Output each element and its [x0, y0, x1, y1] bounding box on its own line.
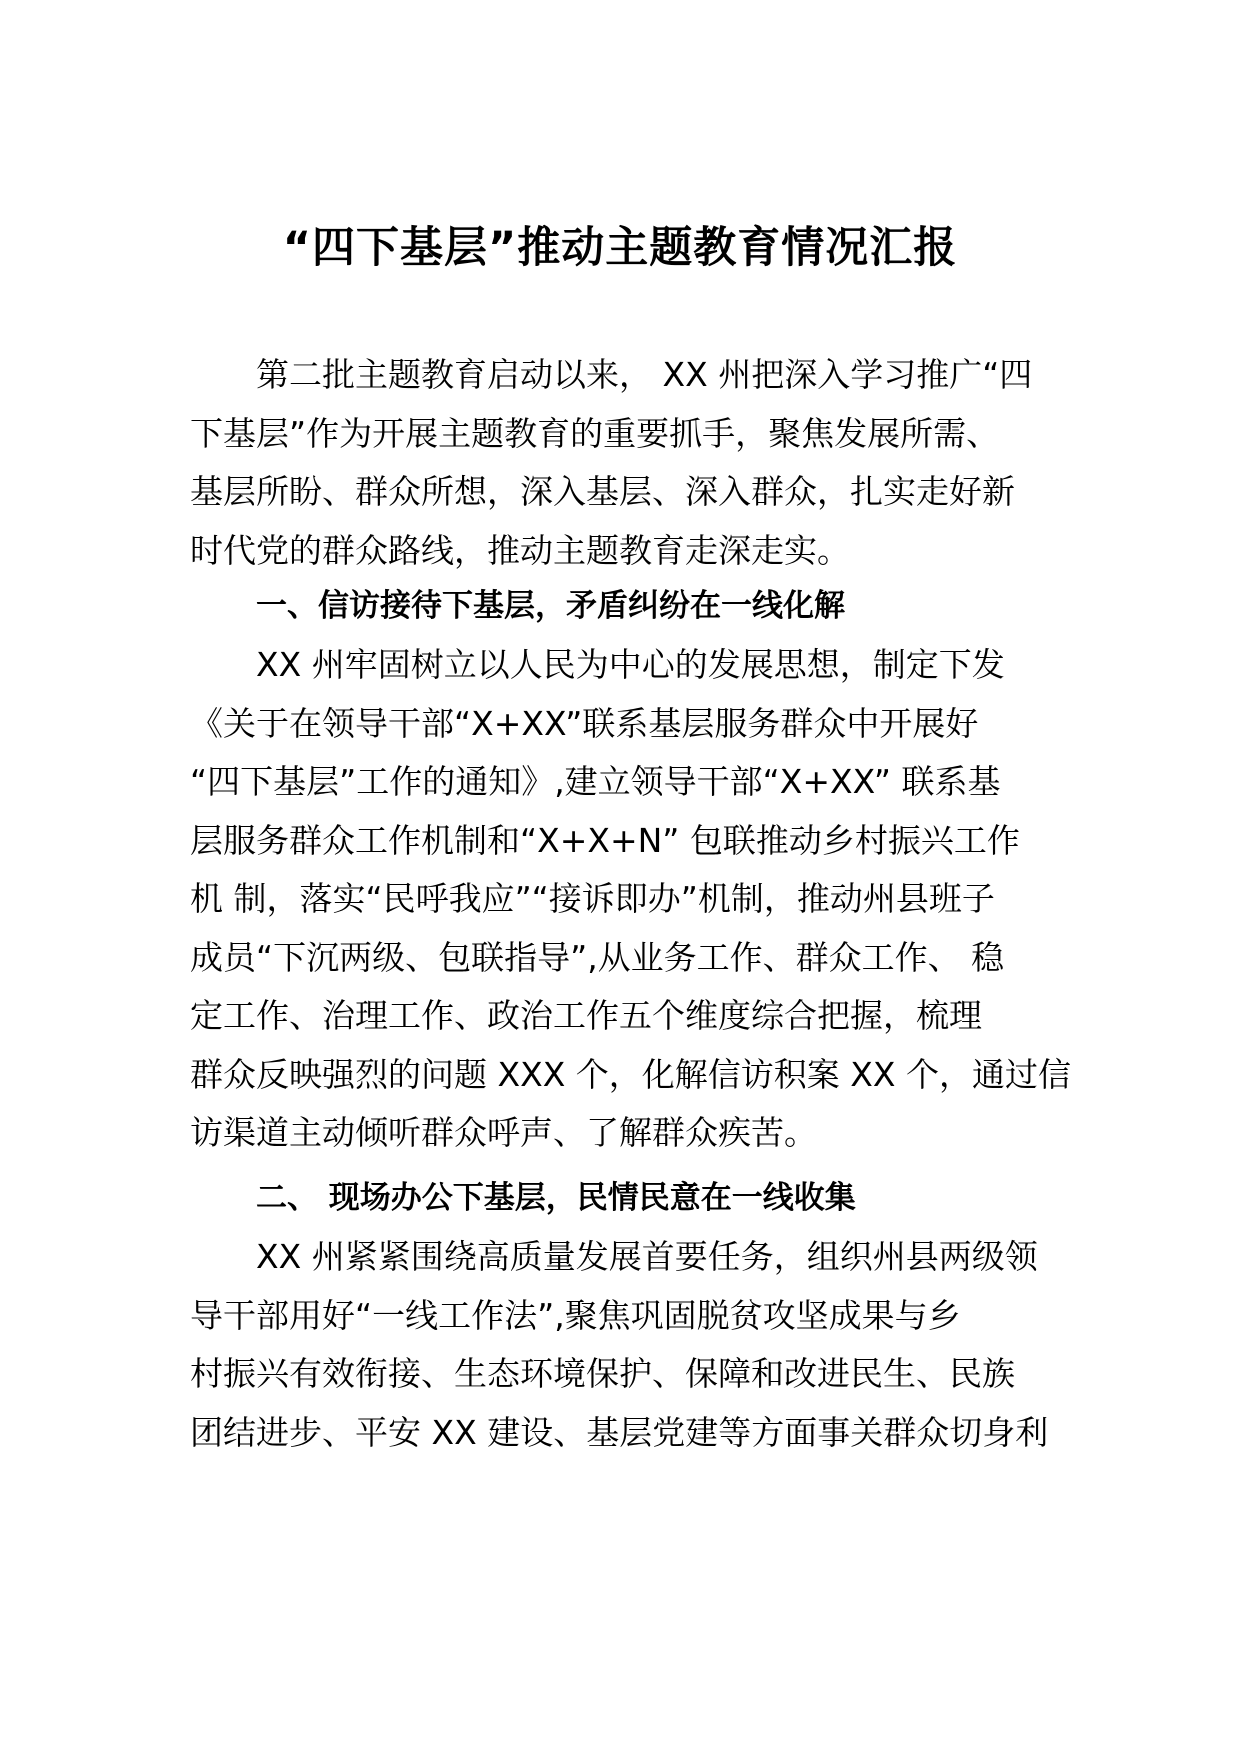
- text-line: 层服务群众工作机制和“X+X+N” 包联推动乡村振兴工作: [190, 820, 1020, 860]
- paragraph-intro: [190, 346, 1060, 580]
- text-line: XX 州牢固树立以人民为中心的发展思想，制定下发: [190, 645, 1005, 684]
- text-line: 群众反映强烈的问题 XXX 个，化解信访积案 XX 个，通过信: [190, 1054, 1071, 1094]
- text-line: “四下基层”工作的通知》,建立领导干部“X+XX” 联系基: [190, 762, 1001, 801]
- text-line: 基层所盼、群众所想，深入基层、深入群众，扎实走好新: [190, 472, 1015, 511]
- text-line: 村振兴有效衔接、生态环境保护、保障和改进民生、民族: [190, 1354, 1015, 1393]
- text-line: XX 州紧紧围绕高质量发展首要任务，组织州县两级领: [190, 1237, 1038, 1276]
- section-heading-1: 一、信访接待下基层，矛盾纠纷在一线化解: [256, 588, 845, 624]
- text-line: 机 制，落实“民呼我应”“接诉即办”机制，推动州县班子: [190, 879, 995, 918]
- section-heading-2: 二、 现场办公下基层，民情民意在一线收集: [256, 1180, 856, 1216]
- document-title: “四下基层”推动主题教育情况汇报: [282, 223, 958, 273]
- paragraph-petition: [190, 636, 1071, 1163]
- text-line: 时代党的群众路线，推动主题教育走深走实。: [190, 530, 850, 570]
- text-line: 团结进步、平安 XX 建设、基层党建等方面事关群众切身利: [190, 1412, 1049, 1452]
- text-line: 《关于在领导干部“X+XX”联系基层服务群众中开展好: [190, 703, 979, 743]
- text-line: 定工作、治理工作、政治工作五个维度综合把握，梳理: [190, 996, 982, 1035]
- text-line: 导干部用好“一线工作法”,聚焦巩固脱贫攻坚成果与乡: [190, 1295, 961, 1335]
- paragraph-onsite-office: [190, 1228, 1060, 1462]
- text-line: 成员“下沉两级、包联指导”,从业务工作、群众工作、 稳: [190, 937, 1005, 977]
- text-line: 访渠道主动倾听群众呼声、了解群众疾苦。: [190, 1113, 817, 1152]
- text-line: 下基层”作为开展主题教育的重要抓手，聚焦发展所需、: [190, 413, 1000, 453]
- text-line: 第二批主题教育启动以来， XX 州把深入学习推广“四: [190, 355, 1033, 394]
